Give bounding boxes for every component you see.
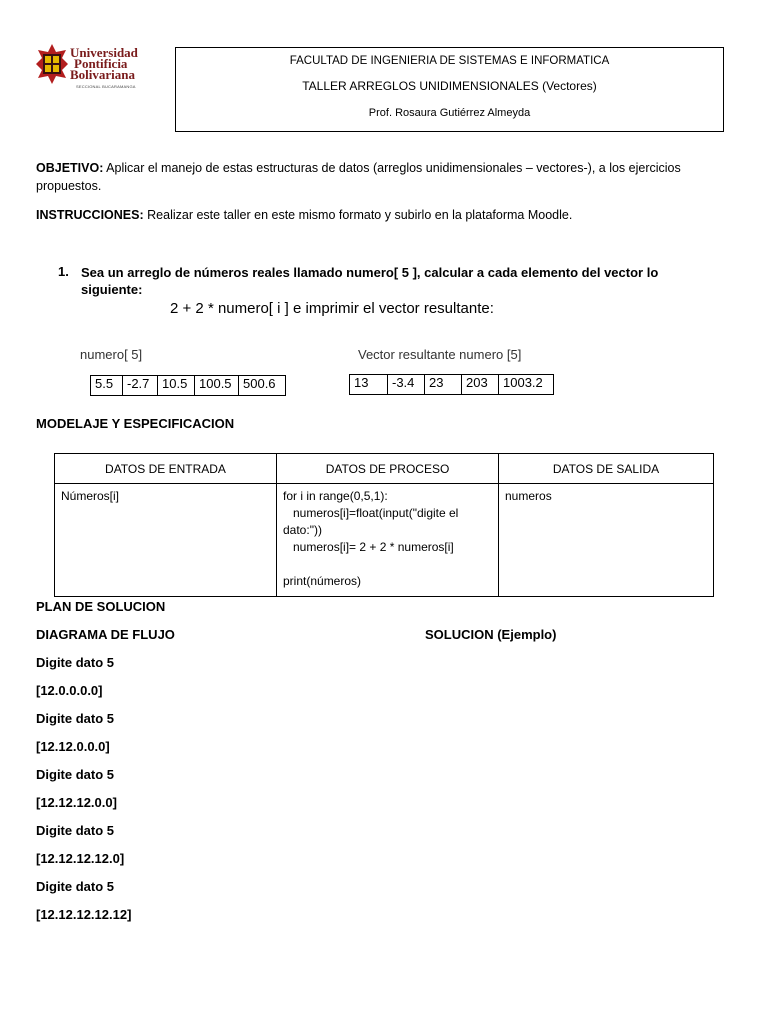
- array-cell: 203: [462, 375, 499, 395]
- instructions-label: INSTRUCCIONES:: [36, 208, 144, 222]
- array-cell: -2.7: [123, 376, 158, 396]
- array-cell: 23: [425, 375, 462, 395]
- solution-line: Digite dato 5: [36, 823, 115, 838]
- exercise-text: [81, 264, 733, 298]
- objective: [36, 159, 736, 195]
- instructions-text: Realizar este taller en este mismo formato y subirlo en la plataforma Moodle.: [147, 208, 573, 222]
- logo-line: Pontificia: [74, 56, 128, 71]
- array-cell: 5.5: [91, 376, 123, 396]
- array-cell: 1003.2: [499, 375, 554, 395]
- plan-title: PLAN DE SOLUCION: [36, 599, 166, 614]
- objective-text-cont: propuestos.: [36, 179, 102, 193]
- input-array: [90, 375, 286, 396]
- solution-line: [12.12.12.0.0]: [36, 795, 117, 810]
- exercise-number: 1.: [58, 264, 69, 279]
- university-name: [70, 47, 138, 80]
- workshop-title: TALLER ARREGLOS UNIDIMENSIONALES (Vectores): [302, 79, 597, 93]
- array-cell: 10.5: [158, 376, 195, 396]
- solution-line: Digite dato 5: [36, 711, 115, 726]
- header-process: DATOS DE PROCESO: [277, 454, 499, 484]
- solution-line: [12.12.0.0.0]: [36, 739, 110, 754]
- solution-line: Digite dato 5: [36, 879, 115, 894]
- university-crest-icon: [34, 42, 70, 86]
- output-array: [349, 374, 554, 395]
- process-line: for i in range(0,5,1):: [283, 489, 388, 503]
- cell-process: [277, 484, 499, 597]
- diagram-title: DIAGRAMA DE FLUJO: [36, 627, 175, 642]
- exercise-statement-cont: siguiente:: [81, 282, 143, 297]
- professor-name: Prof. Rosaura Gutiérrez Almeyda: [368, 107, 531, 119]
- logo-line: Bolivariana: [70, 67, 136, 82]
- array-cell: -3.4: [388, 375, 425, 395]
- solution-line: [12.12.12.12.0]: [36, 851, 125, 866]
- specification-table: [54, 453, 714, 597]
- solution-line: [12.12.12.12.12]: [36, 907, 132, 922]
- logo-line: Universidad: [70, 45, 138, 60]
- process-line: numeros[i]=float(input("digite el: [283, 506, 459, 520]
- modeling-title: MODELAJE Y ESPECIFICACION: [36, 416, 235, 431]
- process-line: [283, 556, 492, 573]
- array-cell: 13: [350, 375, 388, 395]
- solution-line: [12.0.0.0.0]: [36, 683, 103, 698]
- header-input: DATOS DE ENTRADA: [55, 454, 277, 484]
- solution-title: SOLUCION (Ejemplo): [425, 627, 557, 642]
- solution-line: Digite dato 5: [36, 655, 115, 670]
- cell-input: Números[i]: [55, 484, 277, 597]
- process-line: numeros[i]= 2 + 2 * numeros[i]: [283, 540, 454, 554]
- objective-label: OBJETIVO:: [36, 161, 104, 175]
- array-cell: 500.6: [239, 376, 286, 396]
- faculty-title: FACULTAD DE INGENIERIA DE SISTEMAS E INFORMATICA: [289, 55, 610, 67]
- logo-subtitle: SECCIONAL BUCARAMANGA: [76, 84, 136, 89]
- process-line: dato:")): [283, 523, 322, 537]
- header-output: DATOS DE SALIDA: [499, 454, 714, 484]
- objective-text: Aplicar el manejo de estas estructuras de datos (arreglos unidimensionales – vectores-), a los ejercicios: [106, 161, 681, 175]
- instructions: [36, 206, 736, 224]
- input-array-label: numero[ 5]: [80, 347, 143, 362]
- document-header: [175, 47, 724, 132]
- array-cell: 100.5: [195, 376, 239, 396]
- exercise-statement: Sea un arreglo de números reales llamado numero[ 5 ], calcular a cada elemento del vector lo: [81, 265, 659, 280]
- output-array-label: Vector resultante numero [5]: [358, 347, 522, 362]
- cell-output: numeros: [499, 484, 714, 597]
- process-line: print(números): [283, 574, 362, 588]
- table-header-row: [55, 454, 714, 484]
- solution-line: Digite dato 5: [36, 767, 115, 782]
- exercise-formula: 2 + 2 * numero[ i ] e imprimir el vector resultante:: [170, 300, 494, 317]
- table-row: [55, 484, 714, 597]
